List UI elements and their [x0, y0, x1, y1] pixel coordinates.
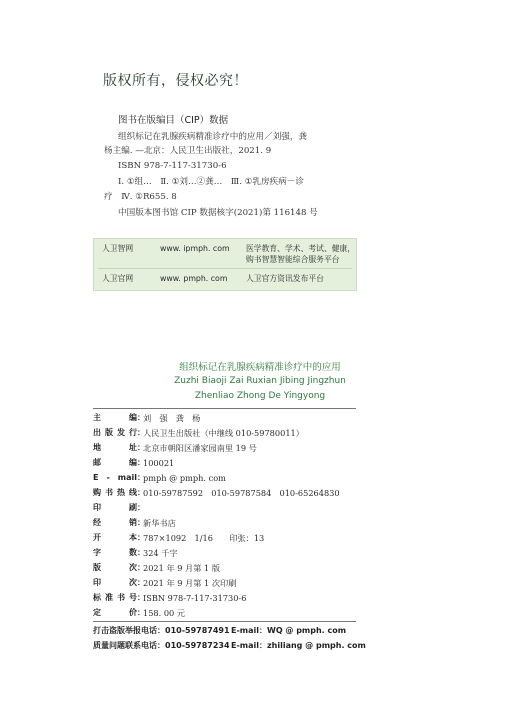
platform-box	[93, 238, 357, 291]
pub-row: 印次 ： 2021 年 9 月第 1 次印刷	[93, 578, 237, 588]
pub-label: 印刷	[93, 503, 137, 512]
pub-label: 经销	[93, 518, 137, 527]
feedback-row	[93, 639, 393, 653]
quality-contact-phone: 质量问题联系电话：010-59787234	[93, 641, 230, 650]
pub-label: 出版发行	[93, 428, 137, 437]
pub-row: 字数 ： 324 千字	[93, 548, 178, 558]
pub-value: pmph @ pmph. com	[143, 473, 226, 483]
book-title-pinyin: Zhenliao Zhong De Yingyong	[194, 391, 326, 401]
pub-row: 地址 ： 北京市朝阳区潘家园南里 19 号	[93, 443, 257, 453]
pub-row: 经销 ： 新华书店	[93, 518, 176, 528]
pub-label: 版次	[93, 563, 137, 572]
platform-url[interactable]: www. pmph. com	[160, 274, 228, 283]
pub-label: 主编	[93, 413, 137, 422]
book-title-cn: 组织标记在乳腺疾病精准诊疗中的应用	[179, 362, 341, 373]
pub-row: 印刷 ：	[93, 501, 393, 515]
pub-label: 邮编	[93, 458, 137, 467]
platform-desc: 医学教育、学术、考试、健康，	[246, 244, 356, 253]
platform-desc: 人卫官方资讯发布平台	[246, 274, 324, 283]
pub-label: 开本	[93, 533, 137, 542]
box-divider	[98, 268, 352, 269]
platform-url[interactable]: www. ipmph. com	[160, 244, 230, 253]
cip-line: 中国版本图书馆 CIP 数据核字(2021)第 116148 号	[118, 208, 318, 218]
pub-row: 定价 ： 158. 00 元	[93, 608, 186, 618]
pub-value: 787×1092 1/16 印张：13	[143, 533, 265, 543]
pub-value: 人民卫生出版社（中继线 010-59780011）	[143, 428, 304, 438]
pub-label: 印次	[93, 578, 137, 587]
divider-top	[93, 408, 356, 409]
cip-line: Ⅰ. ①组… Ⅱ. ①刘…②龚… Ⅲ. ①乳房疾病－诊	[118, 177, 304, 187]
divider-bottom	[93, 621, 356, 622]
pub-row: 版次 ： 2021 年 9 月第 1 版	[93, 563, 221, 573]
pub-value: 158. 00 元	[143, 608, 186, 618]
pub-value: 2021 年 9 月第 1 版	[143, 563, 221, 573]
piracy-report-email[interactable]: E-mail：WQ @ pmph. com	[231, 626, 347, 635]
pub-label: E - mail	[93, 473, 137, 482]
cip-heading: 图书在版编目（CIP）数据	[118, 115, 229, 126]
pub-label: 地址	[93, 443, 137, 452]
pub-row: 邮编 ： 100021	[93, 458, 175, 468]
pub-label: 购书热线	[93, 488, 137, 497]
pub-value: 2021 年 9 月第 1 次印刷	[143, 578, 237, 588]
pub-value: 新华书店	[143, 518, 176, 528]
pub-value: 北京市朝阳区潘家园南里 19 号	[143, 443, 257, 453]
pub-value: 324 千字	[143, 548, 178, 558]
pub-value: 刘 强 龚 杨	[143, 413, 201, 423]
quality-contact-email[interactable]: E-mail：zhiliang @ pmph. com	[231, 641, 366, 650]
piracy-report-phone: 打击盗版举报电话：010-59787491	[93, 626, 230, 635]
platform-desc: 购书智慧智能综合服务平台	[246, 255, 340, 264]
pub-row: 标准书号 ： ISBN 978-7-117-31730-6	[93, 593, 247, 603]
pub-row: 购书热线 ： 010-59787592 010-59787584 010-65264830	[93, 488, 340, 498]
platform-name: 人卫智网	[102, 244, 134, 253]
pub-row: 出版发行 ： 人民卫生出版社（中继线 010-59780011）	[93, 428, 304, 438]
cip-line: 杨主编. —北京：人民卫生出版社，2021. 9	[104, 146, 272, 156]
copyright-notice: 版权所有，侵权必究！	[103, 73, 248, 89]
pub-label: 字数	[93, 548, 137, 557]
pub-row: 主编 ： 刘 强 龚 杨	[93, 413, 201, 423]
cip-line: 疗 Ⅳ. ①R655. 8	[104, 192, 177, 202]
pub-label: 标准书号	[93, 593, 137, 602]
pub-row: E - mail ： pmph @ pmph. com	[93, 473, 226, 483]
pub-value: ISBN 978-7-117-31730-6	[143, 593, 247, 603]
platform-name: 人卫官网	[102, 274, 134, 283]
cip-line: ISBN 978-7-117-31730-6	[118, 161, 227, 171]
pub-label: 定价	[93, 608, 137, 617]
feedback-row	[93, 624, 393, 638]
book-title-pinyin: Zuzhi Biaoji Zai Ruxian Jibing Jingzhun	[174, 376, 346, 386]
pub-value: 010-59787592 010-59787584 010-65264830	[143, 488, 340, 498]
cip-line: 组织标记在乳腺疾病精准诊疗中的应用／刘强，龚	[118, 132, 308, 142]
pub-row: 开本 ： 787×1092 1/16 印张：13	[93, 533, 265, 543]
pub-value: 100021	[143, 458, 175, 468]
